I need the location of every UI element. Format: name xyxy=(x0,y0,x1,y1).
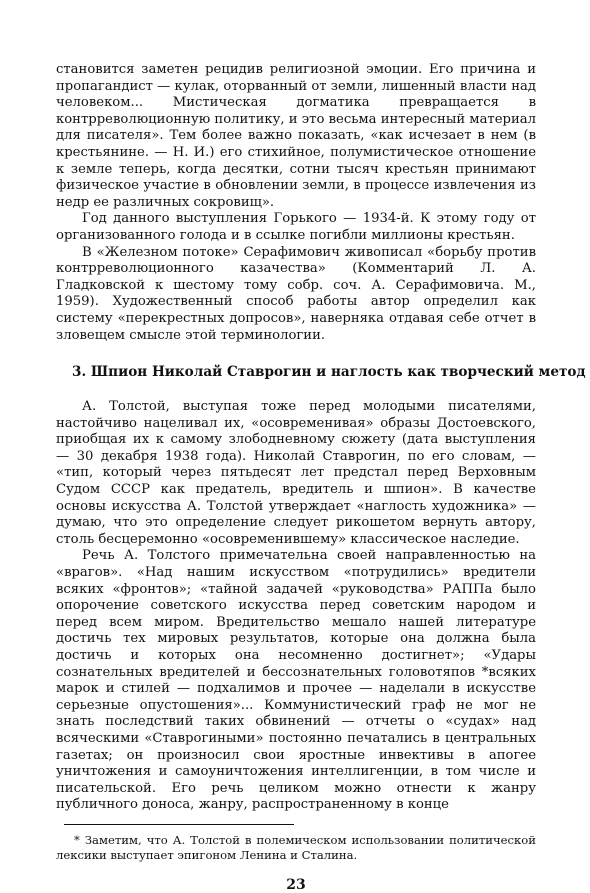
paragraph-tolstoy-speech: Речь А. Толстого примечательна своей направленностью на «врагов». «Над нашим искусством «потрудились» вредители всяких «фронтов»; «тайной задачей «руководства» РАППа было опорочение советского искусства перед советским народом и перед всем миром. Вредительство мешало нашей литературе достичь тех мировых результатов, которые она должна была достичь и которых она несомненно достигнет»; «Удары сознательных вредителей и бессознательных головотяпов *всяких марок и стилей — подхалимов и прочее — наделали в искусстве серьезные опустошения»... Коммунистический граф не мог не знать последствий таких обвинений — отчеты о «судах» над всяческими «Ставрогиными» постоянно печатались в центральных газетах; он произносил свои яростные инвективы в апогее уничтожения и самоуничтожения интеллигенции, в том числе и писательской. Его речь целиком можно отнести к жанру публичного доноса, жанру, распространенному в конце xyxy=(56,548,536,813)
page-number: 23 xyxy=(286,876,306,893)
paragraph-gorky-quote: становится заметен рецидив религиозной эмоции. Его причина и пропагандист — кулак, оторванный от земли, лишенный власти над человеком... Мистическая догматика превращается в контрреволюционную политику, и это весьма интересный материал для писателя». Тем более важно показать, «как исчезает в нем (в крестьянине. — Н. И.) его стихийное, полумистическое отношение к земле теперь, когда десятки, сотни тысяч крестьян принимают физическое участие в обновлении земли, в процессе извлечения из недр ее различных сокровищ». xyxy=(56,62,536,210)
body-text-bottom xyxy=(56,399,536,814)
paragraph-serafimovich: В «Железном потоке» Серафимович живописал «борьбу против контрреволюционного казачества» (Комментарий Л. А. Гладковской к шестому тому собр. соч. А. Серафимовича. М., 1959). Художественный способ работы автор определил как систему «перекрестных допросов», наверняка отдавая себе отчет в зловещем смысле этой терминологии. xyxy=(56,244,536,343)
footnote-divider xyxy=(64,824,294,825)
footnote: * Заметим, что А. Толстой в полемическом использовании политической лексики выступает эпигоном Ленина и Сталина. xyxy=(56,832,536,862)
paragraph-tolstoy-stavrogin: А. Толстой, выступая тоже перед молодыми писателями, настойчиво нацеливал их, «осовременивая» образы Достоевского, приобщая их к самому злободневному сюжету (дата выступления — 30 декабря 1938 года). Николай Ставрогин, по его словам, — «тип, который через пятьдесят лет предстал перед Верховным Судом СССР как предатель, вредитель и шпион». В качестве основы искусства А. Толстой утверждает «наглость художника» — думаю, что это определение следует рикошетом вернуть автору, столь бесцеремонно «осовременившему» классическое наследие. xyxy=(56,399,536,547)
body-text-top xyxy=(56,62,536,344)
section-heading: 3. Шпион Николай Ставрогин и наглость как творческий метод xyxy=(72,364,586,381)
paragraph-gorky-year: Год данного выступления Горького — 1934-й. К этому году от организованного голода и в ссылке погибли миллионы крестьян. xyxy=(56,211,536,243)
